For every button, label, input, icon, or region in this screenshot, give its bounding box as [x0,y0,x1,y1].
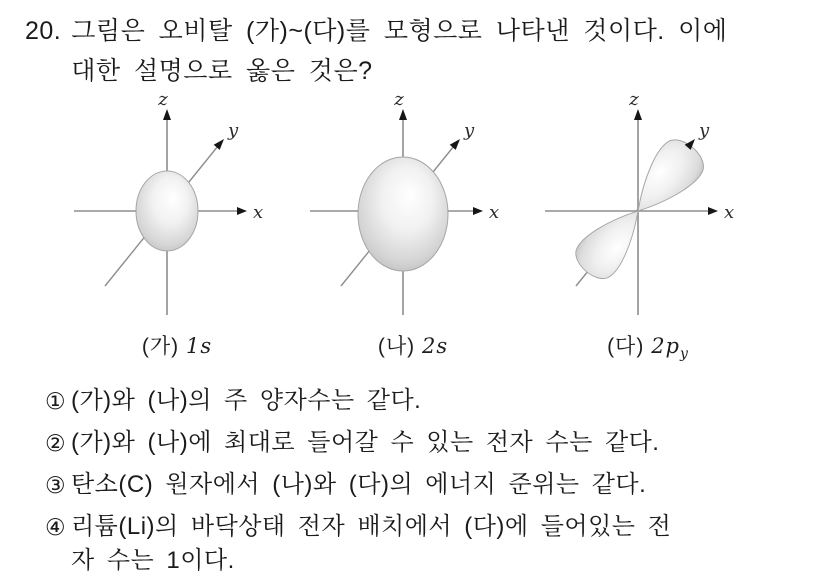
x-axis-label: x [724,202,735,223]
orbital-subscript: y [680,346,689,363]
orbital-diagram-2py [543,88,753,362]
orbital-korean-label: (가) [141,335,180,358]
choice-4-marker: ④ [45,514,67,540]
choice-1 [45,384,815,418]
choice-3-marker: ③ [45,472,67,498]
orbital-diagram-1s [72,88,282,360]
choice-4-text: 리튬(Li)의 바닥상태 전자 배치에서 (다)에 들어있는 전 자 수는 1이다. [71,513,672,574]
orbital-2py-drawing [543,88,753,323]
x-axis-label: x [253,202,264,223]
question-block [25,11,807,91]
choice-4 [45,510,815,578]
y-axis-label: y [699,120,710,141]
orbital-1s-drawing [72,88,282,323]
z-axis-arrowhead-icon [163,109,171,120]
orbital-name: 1s [185,334,213,358]
orbital-caption-2s [308,330,518,360]
orbital-caption-1s [72,330,282,360]
z-axis-label: z [158,89,168,110]
choice-2-marker: ② [45,430,67,456]
question-text-line1: 그림은 오비탈 (가)~(다)를 모형으로 나타낸 것이다. 이에 [71,17,728,45]
question-text-line2: 대한 설명으로 옳은 것은? [71,57,373,85]
choice-3 [45,468,815,502]
s-orbital-sphere [358,157,448,271]
y-axis-label: y [464,120,475,141]
orbital-2s-drawing [308,88,518,323]
orbital-name: $2p_y$ [651,334,689,363]
orbital-caption-2py [543,330,753,362]
x-axis-arrowhead-icon [237,207,247,215]
question-number: 20. [25,17,62,45]
x-axis-arrowhead-icon [473,207,483,215]
s-orbital-sphere [136,171,198,251]
choice-2-text: (가)와 (나)에 최대로 들어갈 수 있는 전자 수는 같다. [71,429,660,456]
y-axis-label: y [228,120,239,141]
choice-2 [45,426,815,460]
x-axis-arrowhead-icon [708,207,718,215]
z-axis-label: z [629,89,639,110]
z-axis-arrowhead-icon [399,109,407,120]
x-axis-label: x [489,202,500,223]
choice-1-marker: ① [45,388,67,414]
orbital-diagram-2s [308,88,518,360]
y-axis-arrowhead-icon [214,139,224,150]
y-axis-arrowhead-icon [450,139,460,150]
orbital-korean-label: (다) [607,335,645,358]
z-axis-arrowhead-icon [634,109,642,120]
choice-3-text: 탄소(C) 원자에서 (나)와 (다)의 에너지 준위는 같다. [71,471,647,498]
question-text [71,11,807,91]
orbital-korean-label: (나) [377,335,416,358]
z-axis-label: z [394,89,404,110]
orbital-name: 2s [421,334,449,358]
orbital-figure [0,88,826,370]
choice-1-text: (가)와 (나)의 주 양자수는 같다. [71,387,422,414]
answer-choices [45,384,815,586]
